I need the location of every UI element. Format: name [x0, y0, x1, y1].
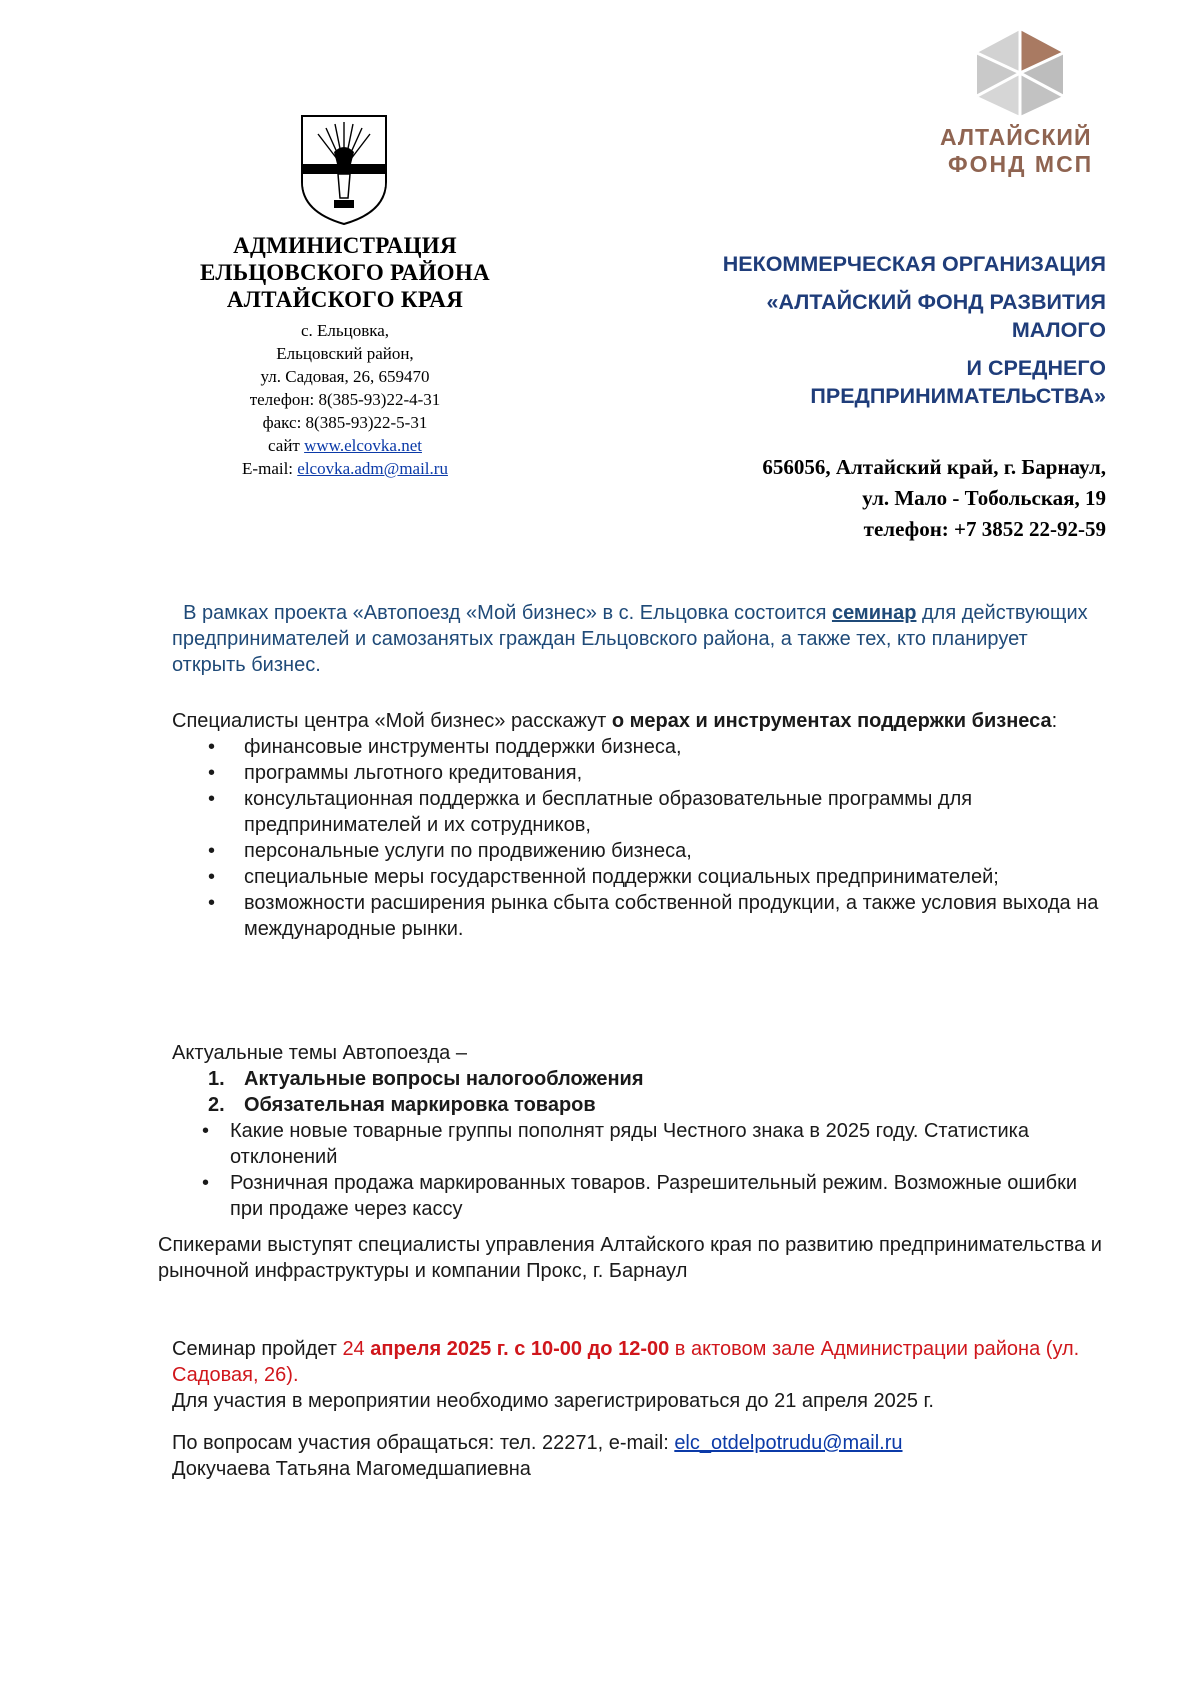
- intro-text-end: для действующих предпринимателей и самозанятых граждан Ельцовского района, а также тех, кто планирует открыть бизнес.: [172, 602, 1088, 676]
- topic-item: [172, 1092, 1102, 1118]
- phone-line: телефон: 8(385-93)22-4-31: [249, 390, 441, 409]
- address-line: с. Ельцовка,: [300, 321, 390, 340]
- seminar-location: в актовом зале Администрации района (ул. Садовая, 26).: [172, 1338, 1080, 1386]
- address-line: Ельцовский район,: [276, 344, 414, 363]
- support-lead-text: Специалисты центра «Мой бизнес» расскажут: [172, 710, 612, 732]
- topics-numbered-list: [172, 1066, 1102, 1118]
- registration-deadline: Для участия в мероприятии необходимо зарегистрироваться до 21 апреля 2025 г.: [172, 1390, 934, 1412]
- seminar-day: 24: [342, 1338, 371, 1360]
- list-item: • программы льготного кредитования,: [172, 760, 1102, 786]
- topic-number: 2.: [208, 1094, 225, 1116]
- organization-contacts: [600, 452, 1106, 545]
- org-street-line: ул. Мало - Тобольская, 19: [862, 486, 1106, 510]
- org-line: ПРЕДПРИНИМАТЕЛЬСТВА»: [810, 384, 1106, 408]
- fund-logo-line: ФОНД МСП: [948, 151, 1094, 177]
- contacts-section: [172, 1430, 1112, 1482]
- topic-item: [172, 1066, 1102, 1092]
- organization-name: [600, 250, 1106, 410]
- contact-person: Докучаева Татьяна Магомедшапиевна: [172, 1458, 531, 1480]
- org-address-line: 656056, Алтайский край, г. Барнаул,: [762, 455, 1106, 479]
- seminar-details: [172, 1336, 1112, 1414]
- seminar-date-line: [172, 1336, 1112, 1388]
- address-line: ул. Садовая, 26, 659470: [260, 367, 430, 386]
- support-lead-bold: о мерах и инструментах поддержки бизнеса: [611, 710, 1052, 732]
- contacts-text: По вопросам участия обращаться: тел. 22271, e-mail:: [172, 1432, 675, 1454]
- administration-header: [150, 232, 540, 480]
- seminar-text: Семинар пройдет: [172, 1338, 343, 1360]
- support-section: [172, 708, 1102, 942]
- list-item: • персональные услуги по продвижению бизнеса,: [172, 838, 1102, 864]
- site-label: сайт: [268, 436, 300, 455]
- support-list: [172, 734, 1102, 942]
- list-item: • Какие новые товарные группы пополнят ряды Честного знака в 2025 году. Статистика отклонений: [172, 1118, 1102, 1170]
- site-line: [150, 434, 540, 457]
- fax-line: факс: 8(385-93)22-5-31: [262, 413, 428, 432]
- email-line: [150, 457, 540, 480]
- contact-email-link[interactable]: elc_otdelpotrudu@mail.ru: [674, 1432, 903, 1454]
- list-item: • Розничная продажа маркированных товаров. Разрешительный режим. Возможные ошибки при продаже через кассу: [172, 1170, 1102, 1222]
- topics-bullet-list: [172, 1118, 1102, 1222]
- administration-address: [150, 319, 540, 480]
- contacts-line: [172, 1430, 1112, 1456]
- seminar-highlight: семинар: [831, 602, 917, 624]
- coat-of-arms-emblem: [298, 112, 390, 226]
- org-line: И СРЕДНЕГО: [966, 356, 1106, 380]
- admin-title-line: ЕЛЬЦОВСКОГО РАЙОНА: [200, 260, 490, 285]
- admin-email-link[interactable]: elcovka.adm@mail.ru: [297, 459, 448, 478]
- intro-paragraph: [172, 600, 1102, 678]
- seminar-date-time: апреля 2025 г. с 10-00 до 12-00: [370, 1338, 670, 1360]
- admin-title-line: АДМИНИСТРАЦИЯ: [233, 233, 457, 258]
- topic-text: Актуальные вопросы налогообложения: [244, 1068, 644, 1090]
- org-line: НЕКОММЕРЧЕСКАЯ ОРГАНИЗАЦИЯ: [722, 252, 1106, 276]
- fund-logo-hexagon-icon: [970, 28, 1070, 118]
- admin-title-line: АЛТАЙСКОГО КРАЯ: [226, 287, 464, 312]
- administration-title: [150, 232, 540, 313]
- support-lead: [172, 708, 1102, 734]
- fund-logo-text: [940, 124, 1110, 178]
- intro-text: В рамках проекта «Автопоезд «Мой бизнес» в с. Ельцовка состоится: [183, 602, 832, 624]
- list-item: • возможности расширения рынка сбыта собственной продукции, а также условия выхода на международные рынки.: [172, 890, 1102, 942]
- site-link[interactable]: www.elcovka.net: [304, 436, 422, 455]
- email-label: E-mail:: [242, 459, 294, 478]
- org-line: «АЛТАЙСКИЙ ФОНД РАЗВИТИЯ: [766, 290, 1106, 314]
- list-item: • специальные меры государственной поддержки социальных предпринимателей;: [172, 864, 1102, 890]
- fund-logo-line: АЛТАЙСКИЙ: [940, 124, 1092, 150]
- list-item: • финансовые инструменты поддержки бизнеса,: [172, 734, 1102, 760]
- support-lead-end: :: [1051, 710, 1058, 732]
- topic-text: Обязательная маркировка товаров: [244, 1094, 596, 1116]
- org-line: МАЛОГО: [1011, 318, 1106, 342]
- topics-section: [172, 1040, 1102, 1222]
- speakers-paragraph: Спикерами выступят специалисты управления Алтайского края по развитию предпринимательства и рыночной инфраструктуры и компании Прокс, г. Барнаул: [158, 1234, 1102, 1282]
- list-item: • консультационная поддержка и бесплатные образовательные программы для предпринимателей и их сотрудников,: [172, 786, 1102, 838]
- org-phone-line: телефон: +7 3852 22-92-59: [863, 517, 1106, 541]
- topics-lead: Актуальные темы Автопоезда –: [172, 1042, 467, 1064]
- topic-number: 1.: [208, 1068, 225, 1090]
